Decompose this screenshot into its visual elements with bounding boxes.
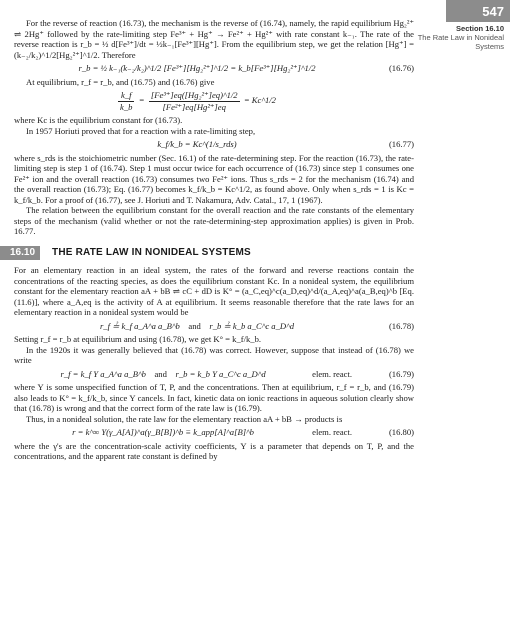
paragraph: The relation between the equilibrium constant for the overall reaction and the rate constants of the elementary steps of the mechanism (valid whether or not the rate-determining-step approximation applies) is given in Prob. 16.77. (14, 205, 414, 236)
paragraph: Thus, in a nonideal solution, the rate law for the elementary reaction aA + bB → products is (26, 413, 343, 424)
equation-16-80 (14, 427, 414, 438)
equation-16-77 (14, 139, 414, 150)
equation-16-79 (14, 369, 414, 380)
paragraph: where s_rds is the stoichiometric number (Sec. 16.1) of the rate-determining step. For the reaction (16.73), the rate-limiting step is step 1 of (16.74). Step 1 must occur twice for each occurrence of (16.73) since step 1 consumes one Fe²⁺ ion and the overall reaction (16.73) consumes two Fe²⁺ ions. Thus s_rds = 2 for the mechanism (16.74) and the overall reaction (16.73); Eq. (16.77) becomes k_f/k_b = Kc^1/2, as found above. Only when s_rds = 1 is Kc = k_f/k_b. For a proof of (16.77), see J. Horiuti and T. Nakamura, Adv. Catal., 17, 1 (1967). (14, 152, 414, 205)
paragraph: where Kc is the equilibrium constant for (16.73). (14, 115, 183, 125)
paragraph: For the reverse of reaction (16.73), the mechanism is the reverse of (16.74), namely, the rapid equilibrium Hg₂²⁺ ⇌ 2Hg⁺ followed by the rate-limiting step Fe³⁺ + Hg⁺ → Fe²⁺ + Hg²⁺ with rate constant k₋₁. The rate of the reverse reaction is r_b = ½ d[Fe³⁺]/dt = ½k₋₁[Fe³⁺][Hg⁺]. From the equilibrium step, we get the relation [Hg⁺] = (k₋₂/k₂)^1/2[Hg₂²⁺]^1/2. Therefore (14, 18, 414, 60)
running-head (412, 24, 504, 51)
equation-number: (16.76) (388, 63, 414, 73)
fraction-kf-kb (118, 90, 134, 112)
equation-number: (16.79) (388, 368, 414, 379)
paragraph: In the 1920s it was generally believed that (16.78) was correct. However, suppose that instead of (16.78) we write (14, 344, 414, 365)
equation-right: r_b ≟ k_b a_C^c a_D^d (209, 320, 295, 331)
equation-conjunction: and (154, 368, 167, 379)
equation-conjunction: and (188, 320, 201, 331)
section-heading (10, 246, 414, 261)
fraction-concentrations (149, 90, 240, 112)
fraction-denominator: k_b (120, 101, 133, 112)
page-number: 547 (446, 0, 510, 22)
paragraph: In 1957 Horiuti proved that for a reaction with a rate-limiting step, (26, 125, 256, 136)
equation-rate-ratio (14, 90, 414, 112)
paragraph: where Y is some unspecified function of T, P, and the concentrations. Then at equilibrium, r_f = r_b, and (16.79) also leads to K° = k_f/k_b, since Y cancels. In fact, kinetic data on ionic reactions in aqueous solution clearly show that (16.78) is wrong and that the correct form of the rate law is (16.79). (14, 382, 414, 413)
equation-16-76 (14, 63, 414, 74)
equation-number: (16.78) (388, 320, 414, 331)
equation-left: r_f ≟ k_f a_A^a a_B^b (99, 320, 180, 331)
section-title: THE RATE LAW IN NONIDEAL SYSTEMS (52, 246, 251, 258)
equation-body: r_b = ½ k₋₁(k₋₂/k₂)^1/2 [Fe³⁺][Hg₂²⁺]^1/2 = k_b[Fe³⁺][Hg₂²⁺]^1/2 (78, 63, 316, 73)
fraction-numerator: k_f (118, 90, 134, 102)
equation-16-78 (14, 321, 414, 332)
section-number: 16.10 (0, 246, 40, 261)
equation-body (14, 321, 380, 332)
paragraph: For an elementary reaction in an ideal system, the rates of the forward and reverse reactions contain the concentrations of the reacting species, as does the equilibrium constant Kc. In a nonideal system, the equilibrium constant for the elementary reaction aA + bB ⇌ cC + dD is K° = (a_C,eq)^c(a_D,eq)^d/(a_A,eq)^a(a_B,eq)^b [Eq. (11.6)], where a_A,eq is the activity of A at equilibrium. It seems reasonable therefore that the rate laws for an elementary reaction in a nonideal system would be (14, 265, 414, 317)
equation-result: = Kc^1/2 (243, 94, 276, 105)
equation-label: elem. react. (312, 427, 352, 437)
paragraph: At equilibrium, r_f = r_b, and (16.75) and (16.76) give (26, 76, 215, 87)
fraction-denominator: [Fe²⁺]eq[Hg²⁺]eq (162, 101, 226, 112)
equation-label: elem. react. (312, 368, 352, 379)
equation-body: k_f/k_b = Kc^(1/s_rds) (157, 139, 237, 149)
running-head-section: Section 16.10 (456, 24, 504, 33)
equation-body (14, 369, 312, 380)
equation-body: $\frac{k\_f}{k\_b}$ = $\frac{\text{[Fe³⁺]eq([Hg₂²⁺]eq)\textasciicircum{}1/2}}{\text{[Fe²⁺]eq[Hg²⁺]eq}}$ = Kc^1/2 (120, 90, 276, 112)
fraction-numerator: [Fe³⁺]eq([Hg₂²⁺]eq)^1/2 (150, 90, 238, 100)
equation-right: r_b = k_b Y a_C^c a_D^d (175, 368, 266, 379)
running-head-title: The Rate Law in Nonideal Systems (417, 33, 504, 51)
equation-left: r_f = k_f Y a_A^a a_B^b (60, 368, 146, 379)
main-text (10, 18, 414, 462)
equation-number: (16.80) (388, 427, 414, 437)
paragraph: Setting r_f = r_b at equilibrium and using (16.78), we get K° = k_f/k_b. (14, 334, 262, 344)
equation-body: r = k^∞ Y(γ_A[A])^a(γ_B[B])^b ≡ k_app[A]^a[B]^b (72, 427, 254, 437)
paragraph: where the γ's are the concentration-scale activity coefficients, Y is a parameter that depends on T, P, and the concentrations, and the apparent rate constant is defined by (14, 440, 414, 461)
equation-number: (16.77) (388, 139, 414, 149)
